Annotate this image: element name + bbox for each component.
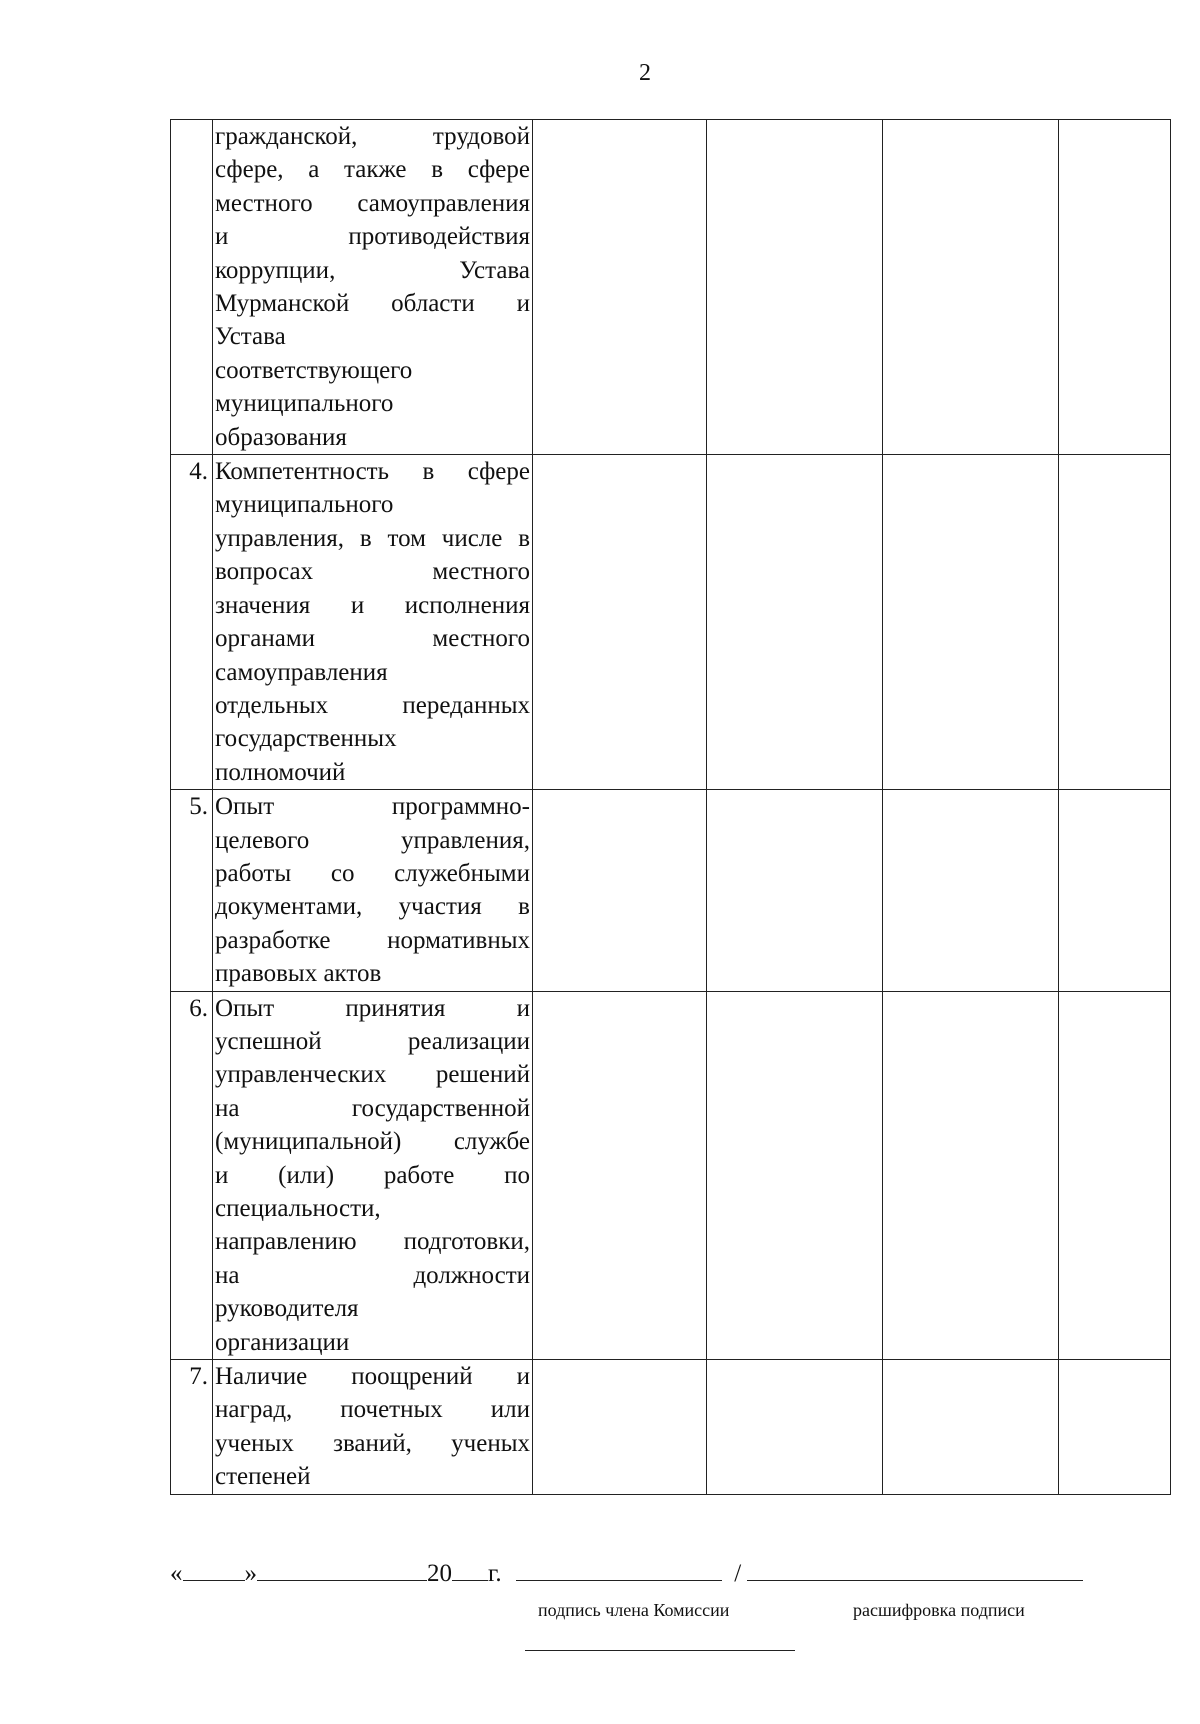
criterion-line: Компетентность в сфере	[215, 458, 530, 486]
decode-caption: расшифровка подписи	[853, 1600, 1025, 1620]
criterion-line: специальности,	[215, 1195, 381, 1222]
criterion-line: на государственной	[215, 1094, 530, 1122]
criterion-line: Наличие поощрений и	[215, 1363, 530, 1391]
evaluation-table	[170, 119, 1171, 1495]
criterion-line: Мурманской области и	[215, 290, 530, 318]
criterion-line: руководителя	[215, 1295, 359, 1323]
criterion-line: документами, участия в	[215, 893, 530, 921]
row-number: 4.	[171, 455, 213, 790]
month-blank[interactable]	[257, 1558, 427, 1581]
signature-caption: подпись члена Комиссии	[538, 1600, 730, 1620]
score-cell[interactable]	[883, 1360, 1059, 1495]
criterion-line: вопросах местного	[215, 558, 530, 586]
criterion-line: управленческих решений	[215, 1061, 530, 1089]
criterion-text	[213, 455, 533, 790]
row-number: 5.	[171, 790, 213, 991]
criterion-line: образования	[215, 423, 347, 451]
criterion-line: разработке нормативных	[215, 926, 530, 954]
score-cell[interactable]	[533, 1360, 707, 1495]
table-row	[171, 120, 1171, 455]
criterion-line: государственных	[215, 725, 397, 753]
score-cell[interactable]	[707, 1360, 883, 1495]
criterion-line: степеней	[215, 1463, 311, 1491]
criterion-line: органами местного	[215, 625, 530, 653]
criterion-line: соответствующего	[215, 356, 413, 384]
score-cell[interactable]	[883, 120, 1059, 455]
score-cell[interactable]	[1059, 120, 1171, 455]
criterion-line: успешной реализации	[215, 1027, 530, 1055]
criterion-line: гражданской, трудовой	[215, 123, 530, 150]
year-prefix: 20	[427, 1560, 452, 1587]
table-row	[171, 1360, 1171, 1495]
criterion-line: управления, в том числе в	[215, 524, 530, 552]
score-cell[interactable]	[707, 790, 883, 991]
criterion-line: муниципального	[215, 390, 394, 418]
criterion-line: целевого управления,	[215, 826, 530, 854]
signature-blank[interactable]	[516, 1558, 722, 1581]
score-cell[interactable]	[533, 991, 707, 1359]
criterion-line: Опыт программно-	[215, 793, 530, 821]
criterion-text	[213, 1360, 533, 1495]
score-cell[interactable]	[533, 120, 707, 455]
criterion-line: организации	[215, 1328, 350, 1356]
year-suffix: г.	[488, 1560, 502, 1587]
score-cell[interactable]	[1059, 790, 1171, 991]
criterion-line: Устава	[215, 323, 286, 351]
slash: /	[734, 1560, 742, 1587]
criterion-line: и (или) работе по	[215, 1161, 530, 1189]
table-row	[171, 991, 1171, 1359]
table-row	[171, 455, 1171, 790]
score-cell[interactable]	[707, 991, 883, 1359]
criterion-line: полномочий	[215, 758, 346, 786]
criterion-line: коррупции, Устава	[215, 256, 530, 284]
score-cell[interactable]	[883, 790, 1059, 991]
criterion-line: Опыт принятия и	[215, 994, 530, 1022]
criterion-line: сфере, а также в сфере	[215, 156, 530, 184]
table-row	[171, 790, 1171, 991]
criterion-line: ученых званий, ученых	[215, 1429, 530, 1457]
score-cell[interactable]	[707, 455, 883, 790]
criterion-text	[213, 120, 533, 455]
signature-footer	[170, 1558, 1170, 1648]
score-cell[interactable]	[1059, 1360, 1171, 1495]
criterion-line: самоуправления	[215, 658, 388, 686]
row-number: 6.	[171, 991, 213, 1359]
score-cell[interactable]	[707, 120, 883, 455]
criterion-text	[213, 790, 533, 991]
criterion-line: и противодействия	[215, 223, 530, 251]
criterion-text	[213, 991, 533, 1359]
criterion-line: на должности	[215, 1261, 530, 1289]
score-cell[interactable]	[883, 455, 1059, 790]
score-cell[interactable]	[1059, 991, 1171, 1359]
day-blank[interactable]	[183, 1558, 245, 1581]
bottom-rule	[525, 1650, 795, 1651]
year-blank[interactable]	[452, 1558, 488, 1581]
score-cell[interactable]	[1059, 455, 1171, 790]
score-cell[interactable]	[533, 455, 707, 790]
score-cell[interactable]	[533, 790, 707, 991]
criterion-line: (муниципальной) службе	[215, 1128, 530, 1156]
row-number: 7.	[171, 1360, 213, 1495]
criterion-line: отдельных переданных	[215, 691, 530, 719]
score-cell[interactable]	[883, 991, 1059, 1359]
row-number	[171, 120, 213, 455]
close-quote: »	[244, 1560, 257, 1587]
criterion-line: направлению подготовки,	[215, 1228, 530, 1256]
criterion-line: наград, почетных или	[215, 1396, 530, 1424]
criterion-line: правовых актов	[215, 960, 382, 988]
criterion-line: местного самоуправления	[215, 189, 530, 217]
open-quote: «	[170, 1560, 183, 1587]
signature-decode-blank[interactable]	[747, 1558, 1083, 1581]
criterion-line: муниципального	[215, 491, 394, 519]
criterion-line: работы со служебными	[215, 859, 530, 887]
page-number: 2	[639, 60, 651, 86]
criterion-line: значения и исполнения	[215, 591, 530, 619]
